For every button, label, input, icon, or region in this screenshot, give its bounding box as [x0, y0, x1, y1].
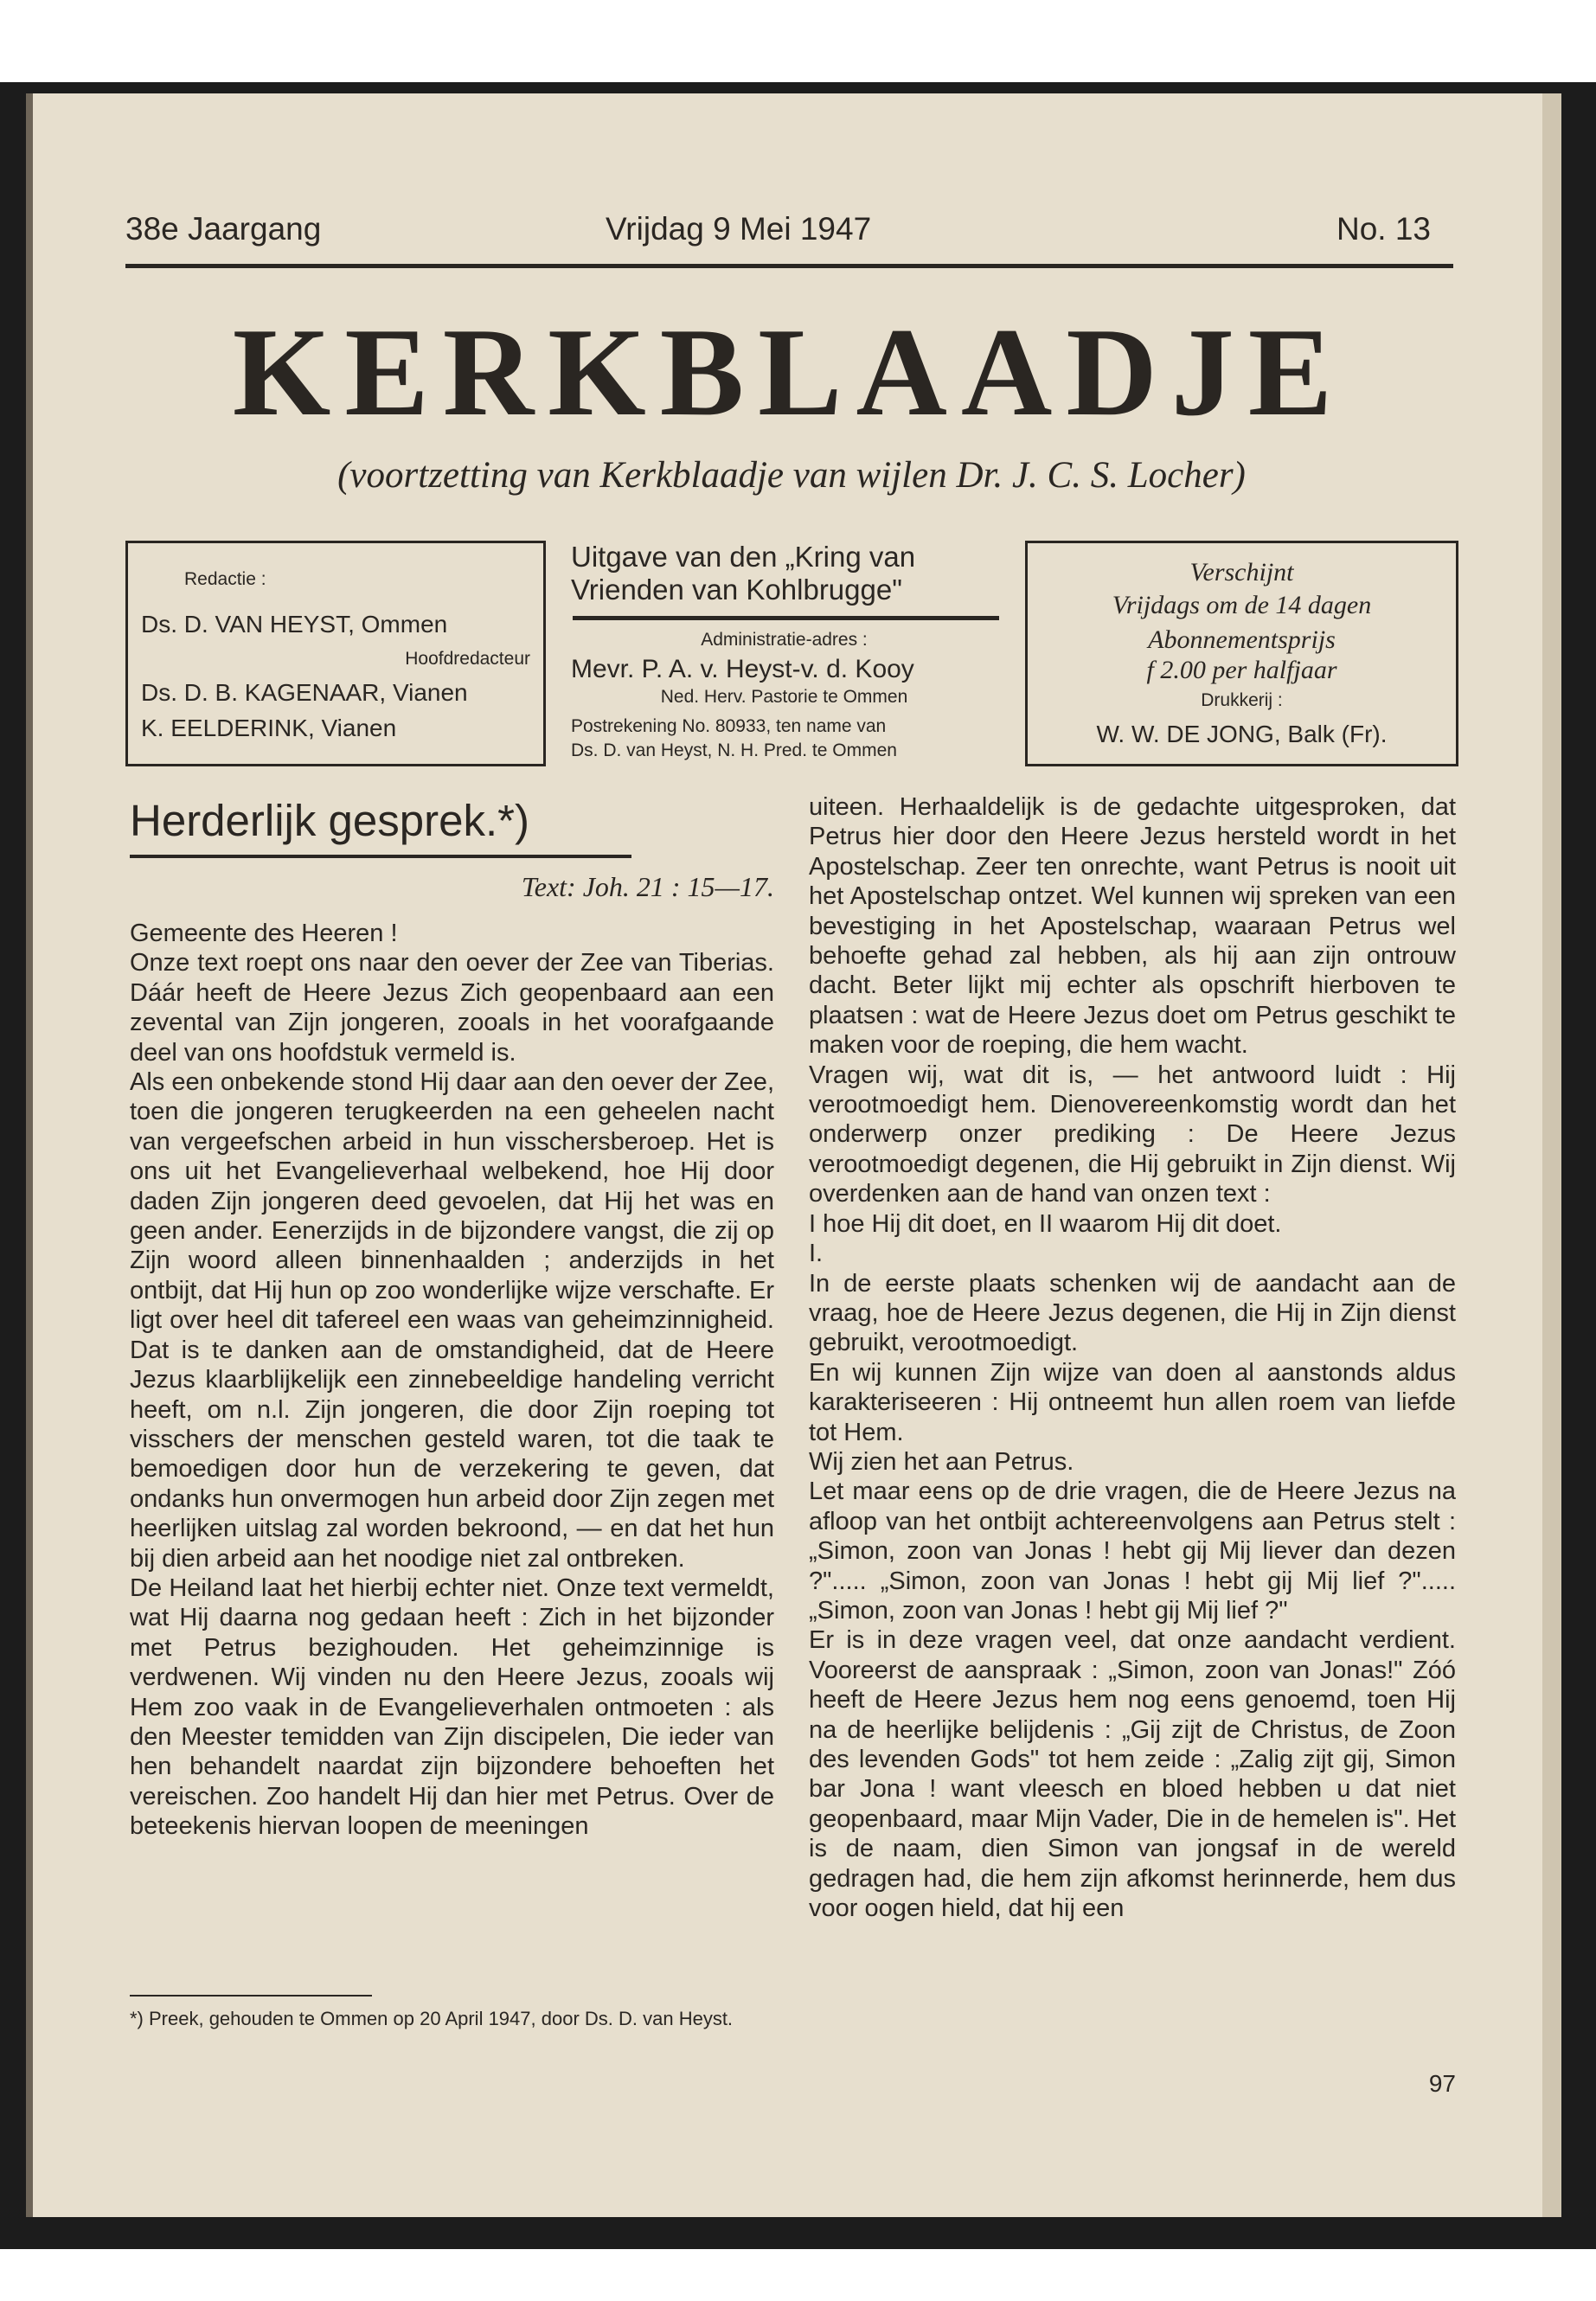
- section-heading: I.: [809, 1240, 824, 1268]
- masthead-title: KERKBLAADJE: [232, 311, 1347, 433]
- subscription-box: [1025, 541, 1458, 766]
- publisher-line-2: Vrienden van Kohlbrugge": [571, 574, 902, 606]
- volume-label: 38e Jaargang: [125, 211, 322, 247]
- admin-name: Mevr. P. A. v. Heyst-v. d. Kooy: [571, 655, 914, 683]
- paragraph: Onze text roept ons naar den oever der Zee van Tiberias. Dáár heeft de Heere Jezus Zich geopenbaard aan een zevental van Zijn jongeren, zooals in het voorafgaande deel van ons hoofdstuk vermeld is.: [130, 949, 774, 1067]
- paragraph: Als een onbekende stond Hij daar aan den oever der Zee, toen die jongeren terugkeerden na een geheelen nacht van vergeefschen arbeid in hun visschersberoep. Het is ons uit het Evangelieverhaal welbekend, hoe Hij door daden Zijn jongeren deed gevoelen, dat Hij het was en geen ander. Eenerzijds in de bijzondere vangst, die zij op Zijn woord alleen binnenhaalden ; anderzijds in het ontbijt, dat Hij hun op zoo wonderlijke wijze verschafte. Er ligt over heel dit tafereel een waas van geheimzinnigheid. Dat is te danken aan de omstandigheid, dat de Heere Jezus klaarblijkelijk een zinnebeeldige handeling verricht heeft, om n.l. Zijn jongeren, die door Zijn roeping tot visschers der menschen gesteld waren, tot die taak te bemoedigen door hun de verzekering te geven, dat ondanks hun onvermogen hun arbeid door Zijn zegen met heerlijken uitslag zal worden bekroond, — en dat het hun bij dien arbeid aan het noodige niet zal ontbreken.: [130, 1068, 774, 1573]
- frequency-label: Vrijdags om de 14 dagen: [1112, 591, 1372, 619]
- paragraph: In de eerste plaats schenken wij de aandacht aan de vraag, hoe de Heere Jezus degenen, die Hij in Zijn dienst gebruikt, verootmoedigt.: [809, 1269, 1456, 1357]
- redaction-label: Redactie :: [184, 569, 266, 589]
- price-label: Abonnementsprijs: [1148, 625, 1336, 654]
- printer-name: W. W. DE JONG, Balk (Fr).: [1096, 721, 1388, 747]
- page-number: 97: [1428, 2070, 1456, 2097]
- editor-eelderink: K. EELDERINK, Vianen: [141, 715, 397, 741]
- appears-label: Verschijnt: [1189, 558, 1294, 586]
- masthead-subtitle: (voortzetting van Kerkblaadje van wijlen Dr. J. C. S. Locher): [337, 455, 1246, 496]
- scan-margin-bottom: [0, 2249, 1596, 2301]
- sermon-outline: I hoe Hij dit doet, en II waarom Hij dit doet.: [809, 1209, 1282, 1238]
- redaction-box: [125, 541, 546, 766]
- editor-kagenaar: Ds. D. B. KAGENAAR, Vianen: [141, 679, 468, 706]
- issue-number: No. 13: [1336, 211, 1432, 247]
- article-right-column: [809, 792, 1456, 1923]
- editor-van-heyst: Ds. D. VAN HEYST, Ommen: [141, 611, 448, 638]
- paragraph: Wij zien het aan Petrus.: [809, 1447, 1074, 1476]
- admin-label: Administratie-adres :: [701, 630, 868, 650]
- publisher-rule: [573, 616, 999, 620]
- paragraph: En wij kunnen Zijn wijze van doen al aanstonds aldus karakteriseeren : Hij ontneemt hun allen roem van liefde tot Hem.: [809, 1358, 1456, 1446]
- footnote-rule: [130, 1995, 372, 1997]
- paragraph: Let maar eens op de drie vragen, die de Heere Jezus na afloop van het ontbijt achtereenvolgens aan Petrus stelt : „Simon, zoon van Jonas ! hebt gij Mij liever dan dezen ?"..... „Simon, zoon van Jonas ! hebt gij Mij lief ?"..... „Simon, zoon van Jonas ! hebt gij Mij lief ?": [809, 1477, 1456, 1625]
- salutation: Gemeente des Heeren !: [130, 920, 398, 947]
- printer-label: Drukkerij :: [1201, 690, 1283, 710]
- page-edge: [1542, 93, 1561, 2217]
- header-rule: [125, 264, 1453, 268]
- scan-margin-top: [0, 0, 1596, 82]
- article-title: Herderlijk gesprek.*): [130, 796, 529, 845]
- title-rule: [130, 855, 631, 858]
- article-left-column: [130, 919, 774, 1842]
- publisher-line-1: Uitgave van den „Kring van: [571, 541, 916, 573]
- admin-address: Ned. Herv. Pastorie te Ommen: [660, 687, 908, 707]
- paragraph: uiteen. Herhaaldelijk is de gedachte uitgesproken, dat Petrus hier door den Heere Jezus hersteld wordt in het Apostelschap. Zeer ten onrechte, want Petrus is nooit uit het Apostelschap ontzet. Wel kunnen wij spreken van een bevestiging in het Apostelschap, waaraan Petrus wel behoefte gehad zal hebben, als hij aan zijn ontrouw dacht. Beter lijkt mij echter als opschrift hierboven te plaatsen : wat de Heere Jezus doet om Petrus geschikt te maken voor de roeping, die hem wacht.: [809, 793, 1456, 1060]
- paragraph: Er is in deze vragen veel, dat onze aandacht verdient. Vooreerst de aanspraak : „Simon, zoon van Jonas!" Zóó heeft de Heere Jezus hem nog eens genoemd, toen Hij na de heerlijke belijdenis : „Gij zijt de Christus, de Zoon des levenden Gods" tot hem zeide : „Zalig zijt gij, Simon bar Jona ! want vleesch en bloed hebben u dat niet geopenbaard, maar Mijn Vader, Die in de hemelen is". Het is de naam, dien Simon van jongsaf in de wereld gedragen had, die hem zijn afkomst herinnerde, hem dus voor oogen hield, dat hij een: [809, 1626, 1456, 1923]
- issue-date: Vrijdag 9 Mei 1947: [606, 211, 872, 247]
- account-line-1: Postrekening No. 80933, ten name van: [571, 716, 887, 736]
- binding-shadow: [26, 93, 33, 2217]
- footnote: *) Preek, gehouden te Ommen op 20 April 1947, door Ds. D. van Heyst.: [130, 2008, 734, 2029]
- price-value: f 2.00 per halfjaar: [1146, 656, 1337, 684]
- paragraph: Vragen wij, wat dit is, — het antwoord luidt : Hij verootmoedigt hem. Dienovereenkomstig wordt dan het onderwerp onzer prediking : De Heere Jezus verootmoedigt degenen, die Hij gebruikt in Zijn dienst. Wij overdenken aan de hand van onzen text :: [809, 1061, 1456, 1208]
- account-line-2: Ds. D. van Heyst, N. H. Pred. te Ommen: [571, 740, 897, 760]
- chief-editor-label: Hoofdredacteur: [405, 649, 530, 669]
- paragraph: De Heiland laat het hierbij echter niet. Onze text vermeldt, wat Hij daarna nog gedaan heeft : Zich in het bijzonder met Petrus bezighouden. Het geheimzinnige is verdwenen. Wij vinden nu den Heere Jezus, zooals wij Hem zoo vaak in de Evangelieverhalen ontmoeten : als den Meester temidden van Zijn discipelen, Die ieder van hen behandelt naardat zijn bijzondere behoeften het vereischen. Zoo handelt Hij dan hier met Petrus. Over de beteekenis hiervan loopen de meeningen: [130, 1574, 774, 1841]
- text-reference: Text: Joh. 21 : 15—17.: [521, 871, 774, 902]
